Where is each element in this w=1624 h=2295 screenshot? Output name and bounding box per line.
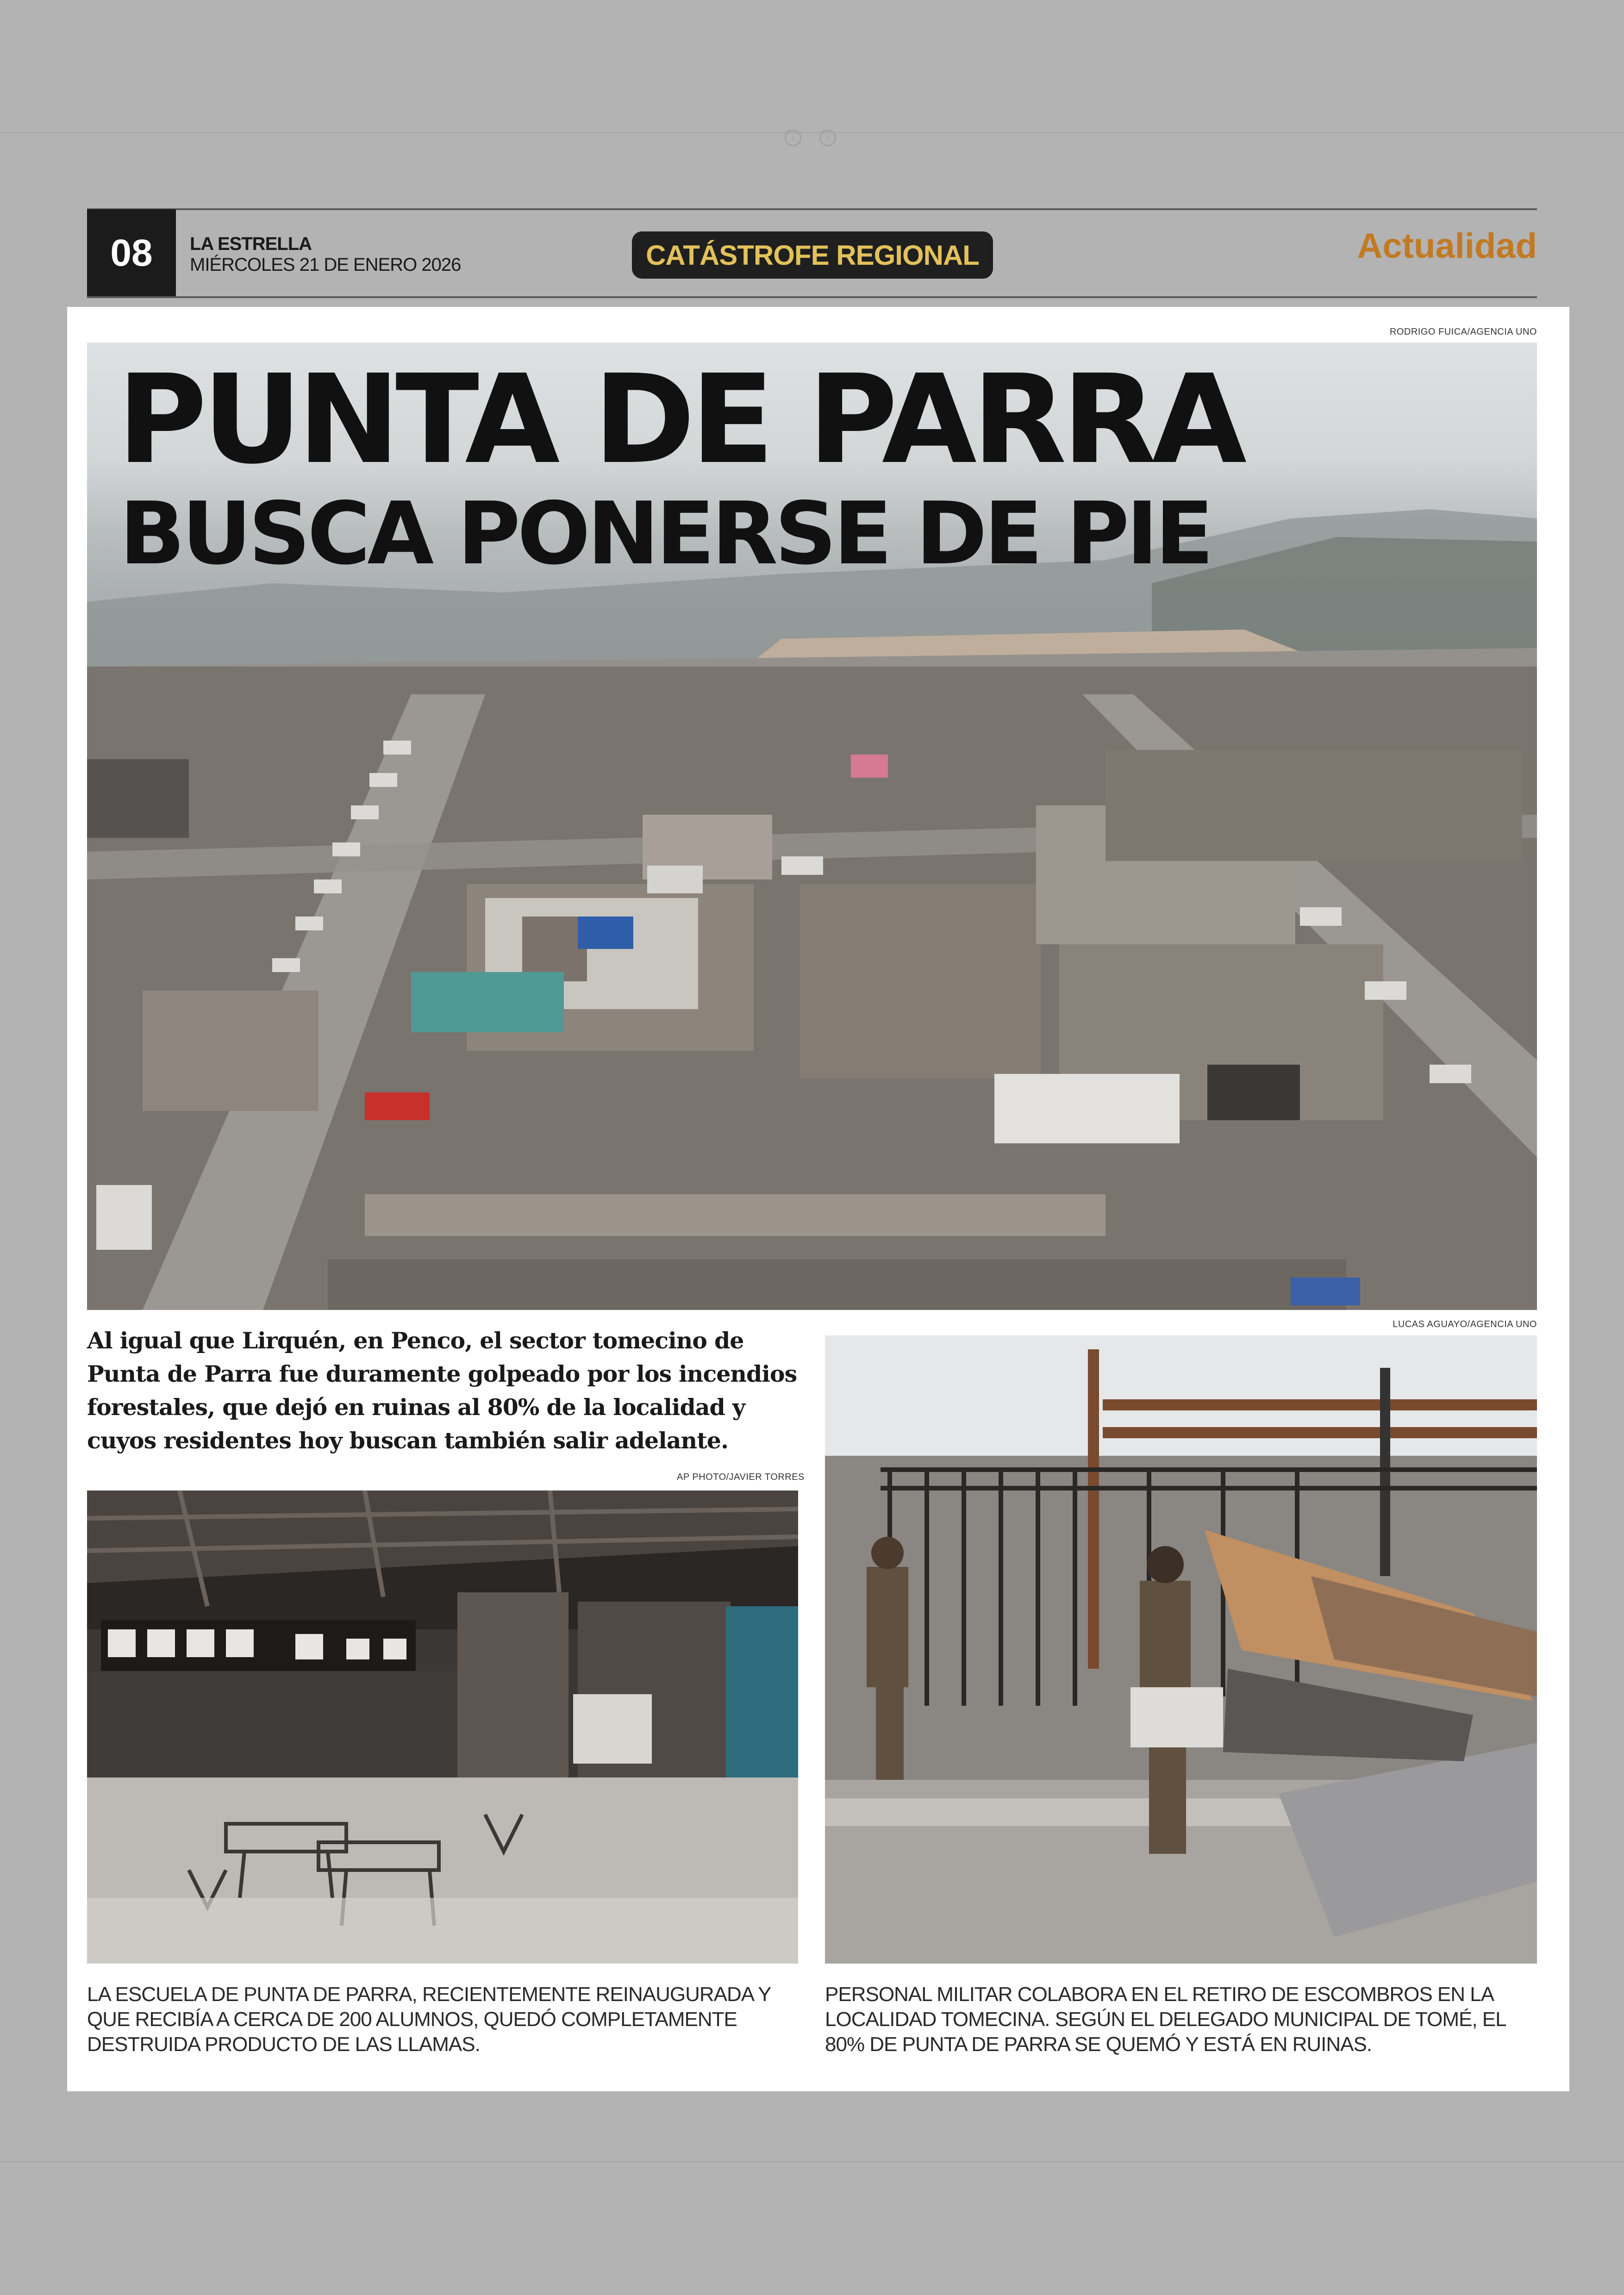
photo-credit-hero: RODRIGO FUICA/AGENCIA UNO — [1389, 327, 1537, 337]
chevron-left-icon[interactable]: ‹ — [785, 130, 801, 146]
photo-credit-military: LUCAS AGUAYO/AGENCIA UNO — [1393, 1319, 1537, 1329]
lead-paragraph — [87, 1324, 800, 1457]
school-photo — [87, 1491, 798, 1964]
headline-line1: PUNTA DE PARRA — [117, 349, 1243, 491]
caption-line: QUE RECIBÍA A CERCA DE 200 ALUMNOS, QUEDÓ COMPLETAMENTE — [87, 2008, 737, 2031]
chevron-right-icon[interactable]: › — [819, 130, 836, 146]
caption-line: LOCALIDAD TOMECINA. SEGÚN EL DELEGADO MUNICIPAL DE TOMÉ, EL — [825, 2008, 1506, 2031]
viewer-top-divider — [0, 132, 1624, 133]
caption-line: DESTRUIDA PRODUCTO DE LAS LLAMAS. — [87, 2033, 480, 2056]
lead-line: forestales, que dejó en ruinas al 80% de la localidad y — [87, 1394, 745, 1421]
military-scene — [825, 1335, 1537, 1964]
headline-line2: BUSCA PONERSE DE PIE — [119, 483, 1211, 584]
lead-line: Al igual que Lirquén, en Penco, el sector tomecino de — [87, 1327, 744, 1354]
publication-name: LA ESTRELLA — [190, 234, 312, 254]
section-name: Actualidad — [1357, 226, 1537, 266]
school-scene — [87, 1491, 798, 1964]
page-number: 08 — [87, 209, 176, 297]
photo-credit-school: AP PHOTO/JAVIER TORRES — [677, 1472, 805, 1482]
section-badge: CATÁSTROFE REGIONAL — [632, 231, 993, 279]
caption-line: LA ESCUELA DE PUNTA DE PARRA, RECIENTEMENTE REINAUGURADA Y — [87, 1983, 771, 2006]
caption-military — [825, 1982, 1538, 2057]
caption-school — [87, 1982, 800, 2057]
lead-line: cuyos residentes hoy buscan también salir adelante. — [87, 1427, 729, 1454]
publication-date: MIÉRCOLES 21 DE ENERO 2026 — [190, 255, 461, 275]
header-top-rule — [87, 208, 1537, 210]
caption-line: 80% DE PUNTA DE PARRA SE QUEMÓ Y ESTÁ EN RUINAS. — [825, 2033, 1372, 2056]
header-bottom-rule — [87, 296, 1537, 298]
lead-line: Punta de Parra fue duramente golpeado por los incendios — [87, 1360, 797, 1387]
caption-line: PERSONAL MILITAR COLABORA EN EL RETIRO DE ESCOMBROS EN LA — [825, 1983, 1494, 2006]
hero-photo — [87, 343, 1537, 1310]
viewer-bottom-divider — [0, 2161, 1624, 2162]
military-photo — [825, 1335, 1537, 1964]
